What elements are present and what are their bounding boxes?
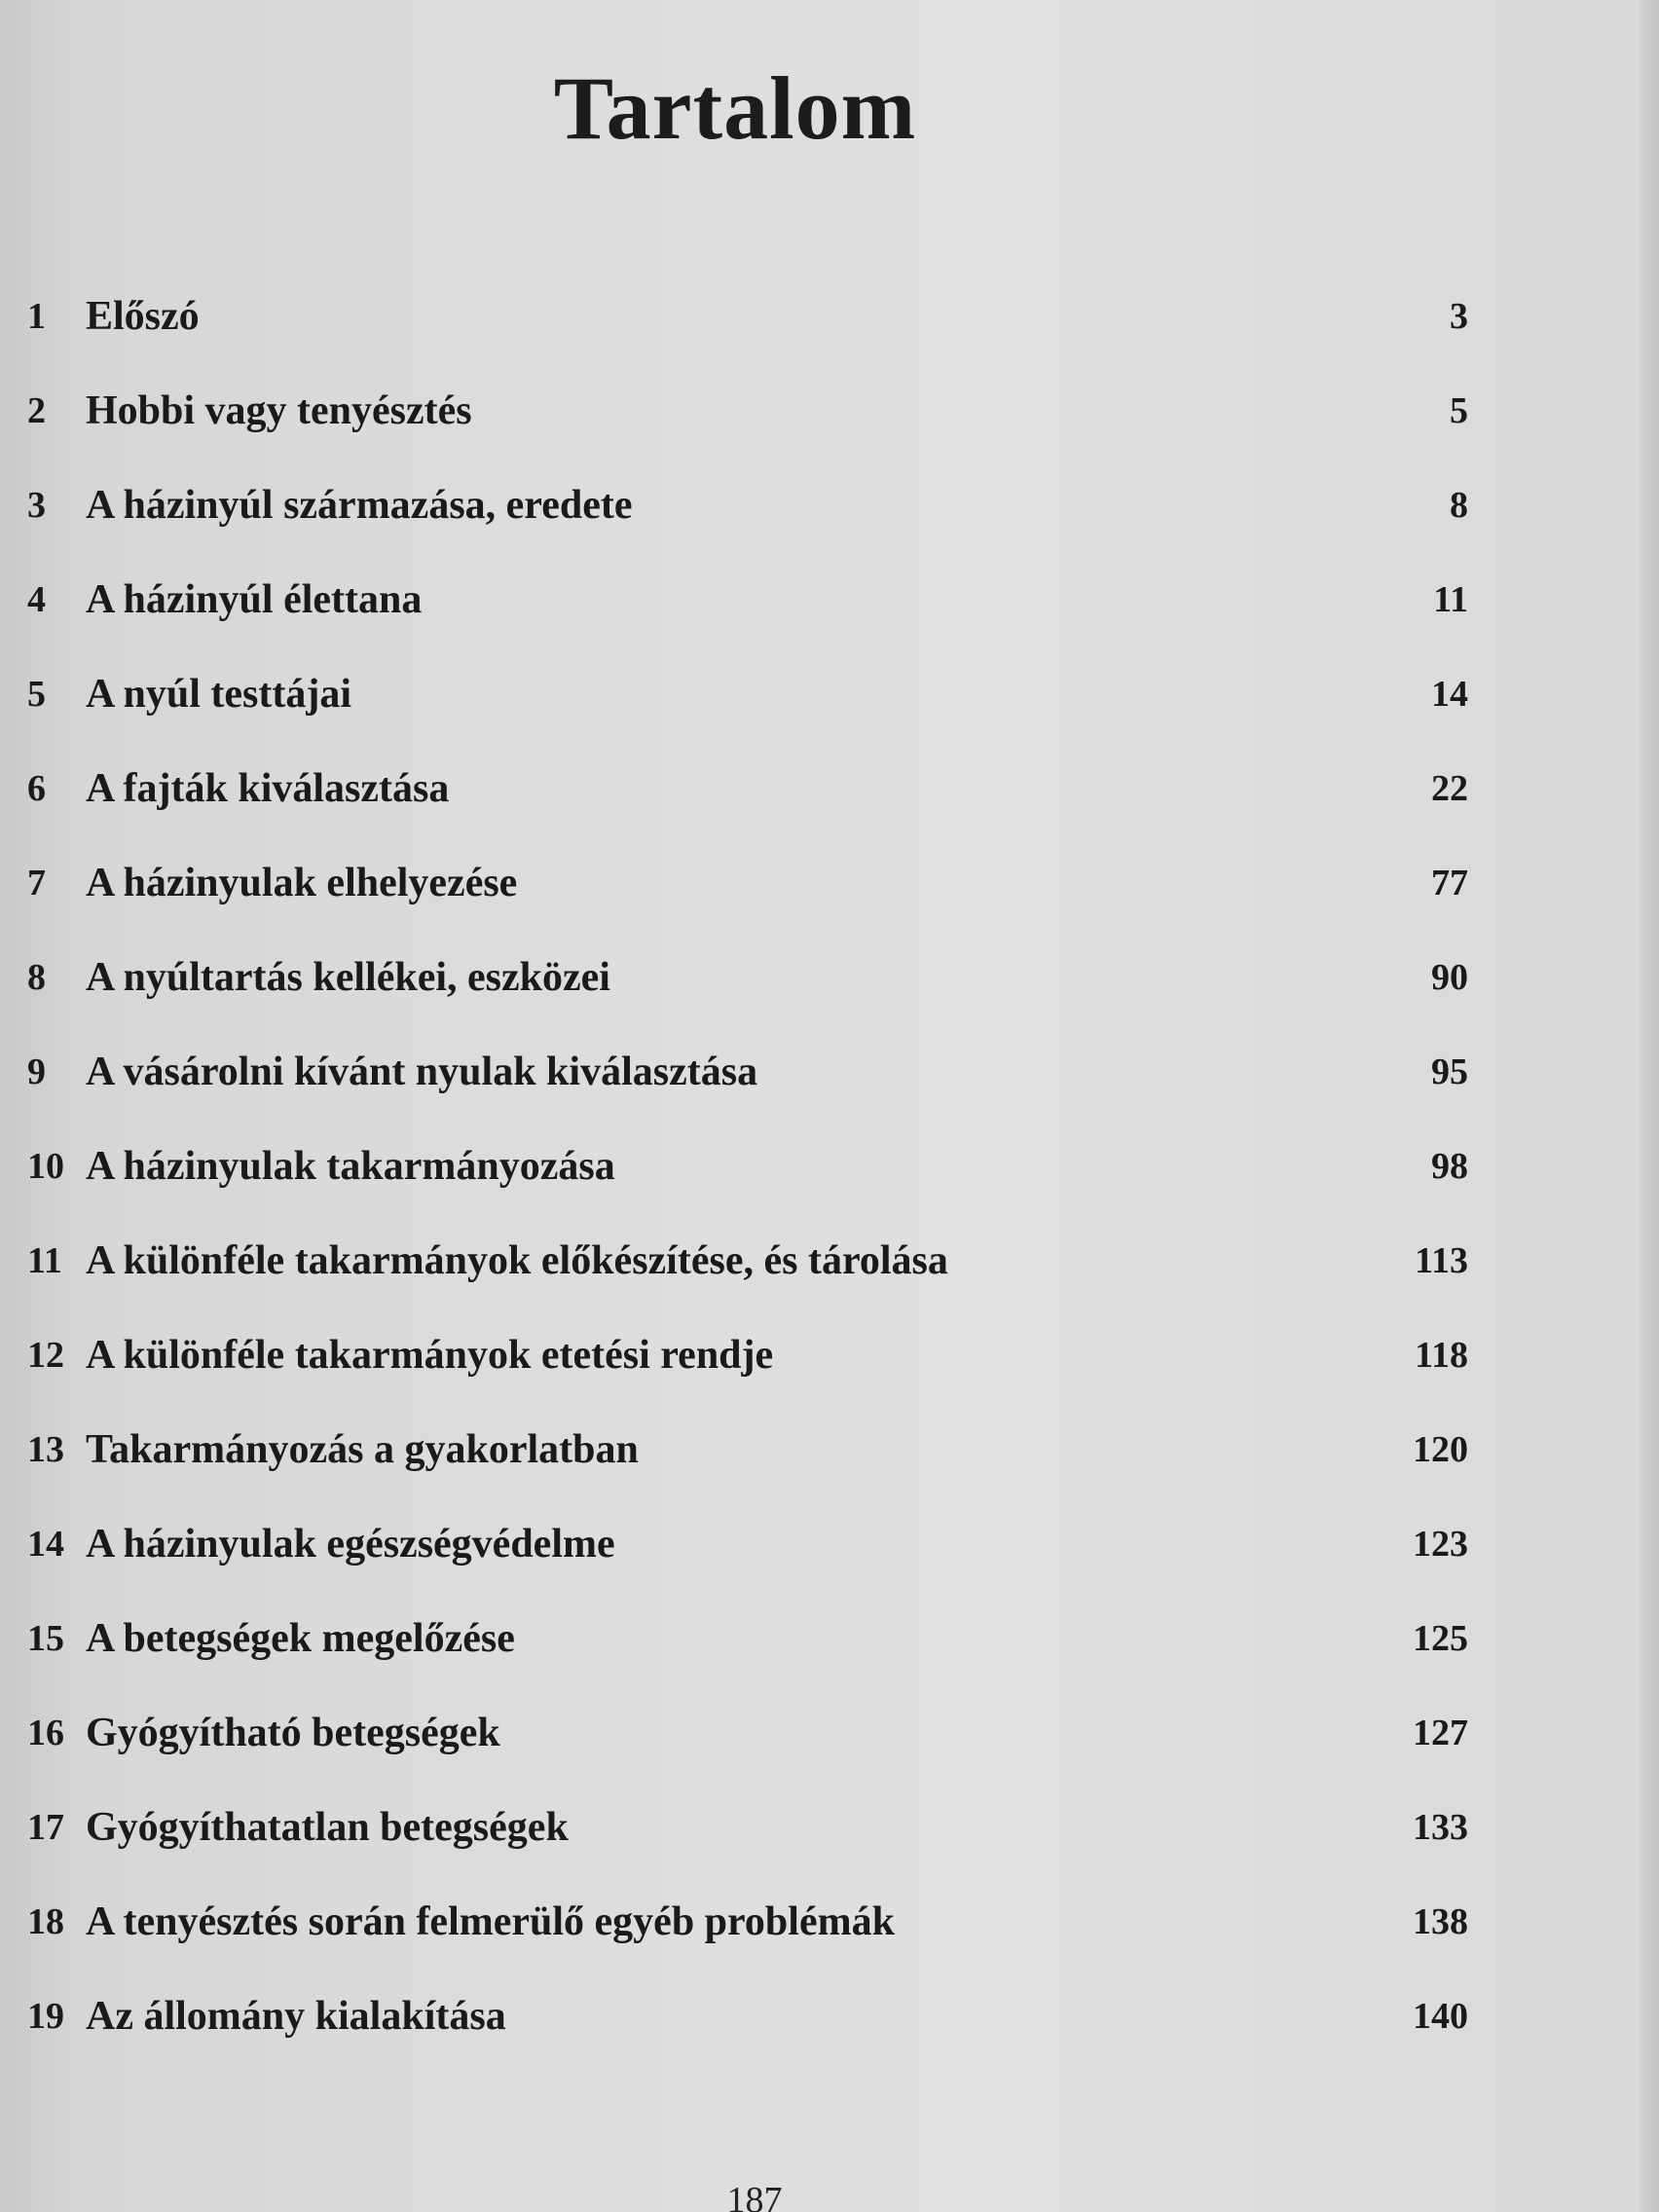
toc-entry-number: 16 (27, 1713, 64, 1753)
toc-entry-page: 138 (1413, 1901, 1468, 1942)
toc-entry-title: A házinyulak egészségvédelme (86, 1522, 615, 1567)
toc-entry-title: A betegségek megelőzése (86, 1616, 515, 1661)
toc-entry (27, 1803, 1468, 1898)
toc-entry-number: 19 (27, 1996, 64, 2037)
toc-entry-number: 7 (27, 863, 46, 903)
toc-entry-page: 113 (1415, 1240, 1468, 1281)
toc-entry-page: 125 (1413, 1618, 1468, 1659)
toc-entry-title: A vásárolni kívánt nyulak kiválasztása (86, 1050, 758, 1094)
toc-entry-page: 140 (1413, 1996, 1468, 2037)
toc-entry (27, 1614, 1468, 1709)
toc-entry-title: A tenyésztés során felmerülő egyéb problémák (86, 1899, 895, 1944)
toc-entry-title: A különféle takarmányok etetési rendje (86, 1333, 774, 1378)
toc-entry (27, 764, 1468, 859)
toc-entry-title: Gyógyíthatatlan betegségek (86, 1805, 569, 1850)
toc-entry-number: 15 (27, 1618, 64, 1659)
toc-entry (27, 859, 1468, 953)
toc-entry (27, 575, 1468, 670)
toc-entry-number: 18 (27, 1901, 64, 1942)
toc-entry-number: 8 (27, 957, 46, 998)
toc-entry-number: 2 (27, 390, 46, 431)
toc-entry (27, 1520, 1468, 1614)
toc-entry-number: 12 (27, 1335, 64, 1376)
toc-entry-number: 5 (27, 674, 46, 715)
toc-entry-title: A házinyulak elhelyezése (86, 861, 518, 905)
toc-entry-title: Gyógyítható betegségek (86, 1711, 500, 1755)
page-number: 187 (726, 2180, 783, 2212)
page-title: Tartalom (553, 58, 917, 158)
toc-entry (27, 953, 1468, 1048)
toc-entry (27, 481, 1468, 575)
toc-entry-page: 123 (1413, 1524, 1468, 1565)
toc-entry-page: 133 (1413, 1807, 1468, 1848)
toc-entry (27, 1331, 1468, 1425)
toc-entry (27, 1142, 1468, 1236)
toc-entry-title: A fajták kiválasztása (86, 766, 450, 811)
toc-entry-number: 1 (27, 296, 46, 337)
toc-entry-page: 3 (1450, 296, 1468, 337)
toc-entry (27, 1709, 1468, 1803)
toc-entry-number: 14 (27, 1524, 64, 1565)
toc-entry-number: 4 (27, 579, 46, 620)
toc-entry-page: 90 (1431, 957, 1468, 998)
toc-entry-page: 11 (1433, 579, 1468, 620)
toc-entry-number: 11 (27, 1240, 62, 1281)
toc-entry-number: 10 (27, 1146, 64, 1187)
toc-entry-number: 6 (27, 768, 46, 809)
toc-entry-page: 14 (1431, 674, 1468, 715)
toc-entry (27, 292, 1468, 387)
toc-entry-title: Az állomány kialakítása (86, 1994, 506, 2039)
toc-entry-number: 3 (27, 485, 46, 526)
toc-entry-number: 9 (27, 1051, 46, 1092)
toc-entry-page: 118 (1415, 1335, 1468, 1376)
toc-entry-page: 127 (1413, 1713, 1468, 1753)
toc-entry-title: A házinyúl származása, eredete (86, 483, 633, 528)
toc-entry (27, 1898, 1468, 1992)
toc-entry-page: 77 (1431, 863, 1468, 903)
toc-entry-title: A házinyúl élettana (86, 577, 423, 622)
toc-entry-page: 8 (1450, 485, 1468, 526)
toc-entry (27, 387, 1468, 481)
toc-entry-page: 22 (1431, 768, 1468, 809)
table-of-contents (27, 292, 1468, 2086)
toc-entry-page: 5 (1450, 390, 1468, 431)
toc-entry (27, 670, 1468, 764)
toc-entry-title: Takarmányozás a gyakorlatban (86, 1427, 639, 1472)
toc-entry (27, 1992, 1468, 2086)
toc-entry (27, 1048, 1468, 1142)
toc-entry-page: 120 (1413, 1429, 1468, 1470)
toc-entry-title: Előszó (86, 294, 200, 339)
toc-entry (27, 1425, 1468, 1520)
toc-entry-number: 13 (27, 1429, 64, 1470)
toc-entry (27, 1236, 1468, 1331)
toc-entry-title: A nyúl testtájai (86, 672, 351, 717)
toc-entry-page: 95 (1431, 1051, 1468, 1092)
toc-entry-page: 98 (1431, 1146, 1468, 1187)
toc-entry-title: Hobbi vagy tenyésztés (86, 388, 472, 433)
toc-entry-title: A nyúltartás kellékei, eszközei (86, 955, 610, 1000)
toc-entry-number: 17 (27, 1807, 64, 1848)
page-edge-shadow (1640, 0, 1659, 2212)
toc-entry-title: A különféle takarmányok előkészítése, és tárolása (86, 1238, 948, 1283)
toc-entry-title: A házinyulak takarmányozása (86, 1144, 615, 1189)
